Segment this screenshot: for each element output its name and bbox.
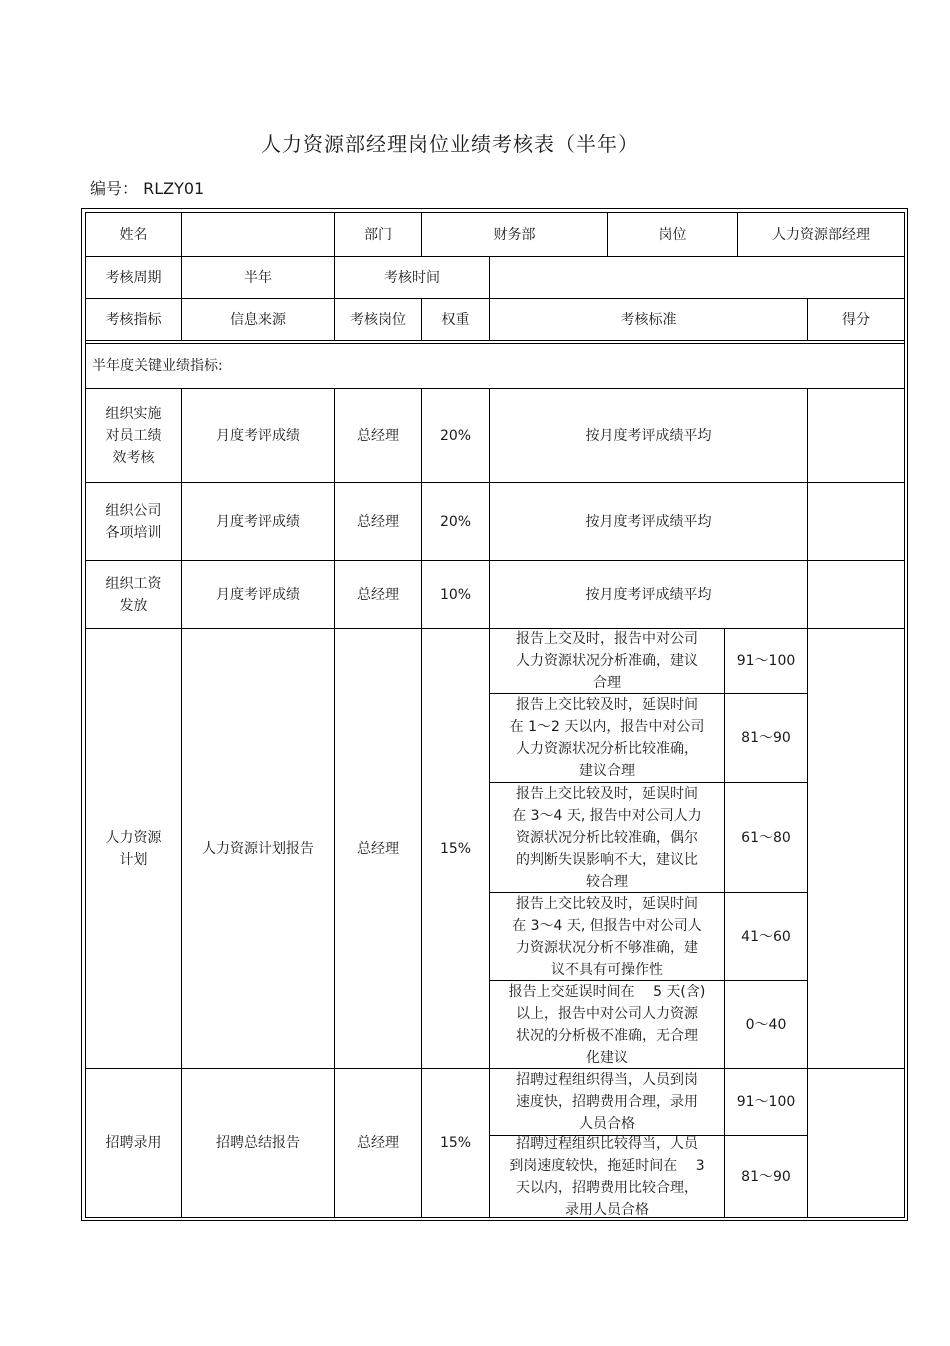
document-code bbox=[90, 176, 204, 199]
time-label: 考核时间 bbox=[335, 257, 490, 299]
post-value: 人力资源部经理 bbox=[738, 213, 904, 257]
kpi-1-standard: 按月度考评成绩平均 bbox=[490, 389, 808, 483]
plan-indicator: 人力资源 计划 bbox=[86, 629, 182, 1069]
kpi-3-source: 月度考评成绩 bbox=[182, 561, 335, 629]
time-value bbox=[490, 257, 904, 299]
dept-label: 部门 bbox=[335, 213, 422, 257]
kpi-1-source: 月度考评成绩 bbox=[182, 389, 335, 483]
plan-source: 人力资源计划报告 bbox=[182, 629, 335, 1069]
plan-range-1: 91～100 bbox=[725, 629, 808, 694]
recruit-score bbox=[808, 1069, 904, 1217]
table-grid bbox=[85, 212, 905, 1218]
plan-range-2: 81～90 bbox=[725, 694, 808, 783]
kpi-3-indicator: 组织工资 发放 bbox=[86, 561, 182, 629]
plan-range-3: 61～80 bbox=[725, 783, 808, 893]
kpi-1-indicator: 组织实施 对员工绩 效考核 bbox=[86, 389, 182, 483]
kpi-1-score bbox=[808, 389, 904, 483]
kpi-1-weight: 20% bbox=[422, 389, 490, 483]
name-label: 姓名 bbox=[86, 213, 182, 257]
col-source: 信息来源 bbox=[182, 299, 335, 341]
plan-criterion-1: 报告上交及时，报告中对公司 人力资源状况分析准确，建议 合理 bbox=[490, 629, 725, 694]
kpi-1-assessor: 总经理 bbox=[335, 389, 422, 483]
dept-value: 财务部 bbox=[422, 213, 608, 257]
plan-range-4: 41～60 bbox=[725, 893, 808, 981]
plan-score bbox=[808, 629, 904, 1069]
period-label: 考核周期 bbox=[86, 257, 182, 299]
recruit-weight: 15% bbox=[422, 1069, 490, 1217]
recruit-range-1: 91～100 bbox=[725, 1069, 808, 1136]
recruit-criterion-2: 招聘过程组织比较得当，人员 到岗速度较快，拖延时间在 3 天以内，招聘费用比较合理， 录用人员合格 bbox=[490, 1136, 725, 1217]
col-indicator: 考核指标 bbox=[86, 299, 182, 341]
code-value: RLZY01 bbox=[143, 179, 205, 198]
period-value: 半年 bbox=[182, 257, 335, 299]
recruit-source: 招聘总结报告 bbox=[182, 1069, 335, 1217]
col-weight: 权重 bbox=[422, 299, 490, 341]
kpi-3-standard: 按月度考评成绩平均 bbox=[490, 561, 808, 629]
assessment-table bbox=[81, 208, 908, 1221]
recruit-criterion-1: 招聘过程组织得当，人员到岗 速度快，招聘费用合理，录用 人员合格 bbox=[490, 1069, 725, 1136]
col-score: 得分 bbox=[808, 299, 904, 341]
page-title: 人力资源部经理岗位业绩考核表（半年） bbox=[261, 132, 639, 156]
kpi-3-score bbox=[808, 561, 904, 629]
plan-criterion-2: 报告上交比较及时，延误时间 在 1～2 天以内，报告中对公司 人力资源状况分析比较准确， 建议合理 bbox=[490, 694, 725, 783]
plan-criterion-4: 报告上交比较及时，延误时间 在 3～4 天, 但报告中对公司人 力资源状况分析不够准确，建 议不具有可操作性 bbox=[490, 893, 725, 981]
post-label: 岗位 bbox=[608, 213, 738, 257]
code-label: 编号： bbox=[90, 179, 139, 198]
col-standard: 考核标准 bbox=[490, 299, 808, 341]
recruit-assessor: 总经理 bbox=[335, 1069, 422, 1217]
kpi-2-assessor: 总经理 bbox=[335, 483, 422, 561]
plan-criterion-3: 报告上交比较及时，延误时间 在 3～4 天, 报告中对公司人力 资源状况分析比较准确，偶尔 的判断失误影响不大，建议比 较合理 bbox=[490, 783, 725, 893]
col-assessor: 考核岗位 bbox=[335, 299, 422, 341]
name-value bbox=[182, 213, 335, 257]
plan-assessor: 总经理 bbox=[335, 629, 422, 1069]
kpi-2-standard: 按月度考评成绩平均 bbox=[490, 483, 808, 561]
kpi-2-source: 月度考评成绩 bbox=[182, 483, 335, 561]
section-title: 半年度关键业绩指标: bbox=[86, 344, 904, 389]
plan-range-5: 0～40 bbox=[725, 981, 808, 1069]
kpi-2-weight: 20% bbox=[422, 483, 490, 561]
recruit-range-2: 81～90 bbox=[725, 1136, 808, 1217]
plan-weight: 15% bbox=[422, 629, 490, 1069]
kpi-2-score bbox=[808, 483, 904, 561]
plan-criterion-5: 报告上交延误时间在 5 天(含) 以上，报告中对公司人力资源 状况的分析极不准确，无合理 化建议 bbox=[490, 981, 725, 1069]
kpi-3-assessor: 总经理 bbox=[335, 561, 422, 629]
recruit-indicator: 招聘录用 bbox=[86, 1069, 182, 1217]
kpi-3-weight: 10% bbox=[422, 561, 490, 629]
kpi-2-indicator: 组织公司 各项培训 bbox=[86, 483, 182, 561]
